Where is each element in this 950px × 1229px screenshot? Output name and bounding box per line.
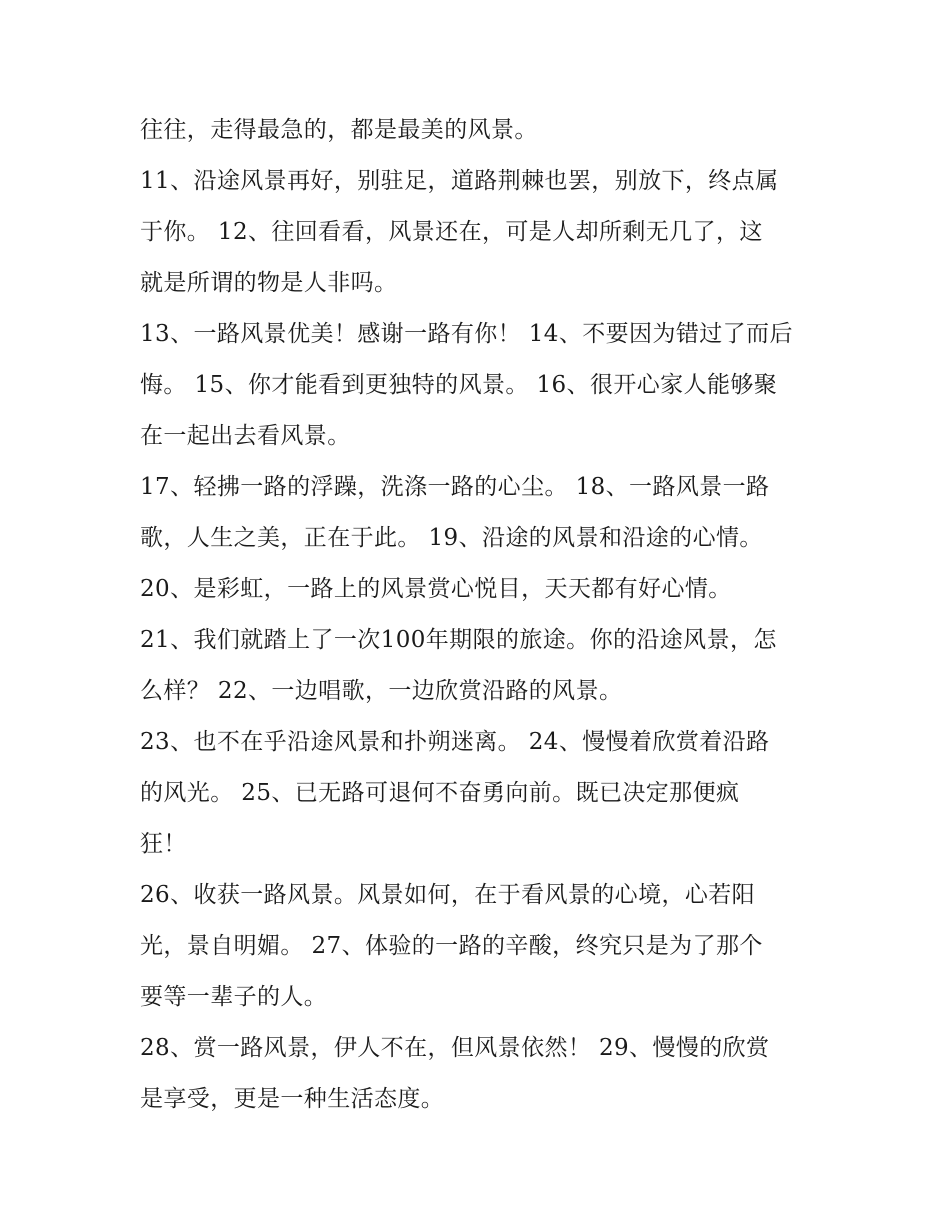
text-line: 13、一路风景优美！感谢一路有你！ 14、不要因为错过了而后: [140, 321, 793, 347]
text-line: 就是所谓的物是人非吗。: [140, 270, 398, 296]
text-line: 往往，走得最急的，都是最美的风景。: [140, 117, 538, 143]
text-line: 17、轻拂一路的浮躁，洗涤一路的心尘。 18、一路风景一路: [140, 474, 770, 500]
text-line: 是享受，更是一种生活态度。: [140, 1086, 445, 1112]
text-line: 么样？ 22、一边唱歌，一边欣赏沿路的风景。: [140, 678, 623, 704]
document-body: [140, 105, 820, 1125]
text-line: 歌，人生之美，正在于此。 19、沿途的风景和沿途的心情。: [140, 525, 763, 551]
text-line: 20、是彩虹，一路上的风景赏心悦目，天天都有好心情。: [140, 576, 732, 602]
text-line: 悔。 15、你才能看到更独特的风景。 16、很开心家人能够聚: [140, 372, 778, 398]
text-line: 28、赏一路风景，伊人不在，但风景依然！ 29、慢慢的欣赏: [140, 1035, 770, 1061]
text-line: 23、也不在乎沿途风景和扑朔迷离。 24、慢慢着欣赏着沿路: [140, 729, 770, 755]
text-line: 在一起出去看风景。: [140, 423, 351, 449]
text-line: 21、我们就踏上了一次100年期限的旅途。你的沿途风景，怎: [140, 627, 777, 653]
text-line: 狂！: [140, 831, 187, 857]
text-line: 要等一辈子的人。: [140, 984, 328, 1010]
text-line: 于你。 12、往回看看，风景还在，可是人却所剩无几了，这: [140, 219, 763, 245]
text-line: 的风光。 25、已无路可退何不奋勇向前。既已决定那便疯: [140, 780, 740, 806]
text-line: 光，景自明媚。 27、体验的一路的辛酸，终究只是为了那个: [140, 933, 763, 959]
text-line: 11、沿途风景再好，别驻足，道路荆棘也罢，别放下，终点属: [140, 168, 779, 194]
text-line: 26、收获一路风景。风景如何，在于看风景的心境，心若阳: [140, 882, 756, 908]
